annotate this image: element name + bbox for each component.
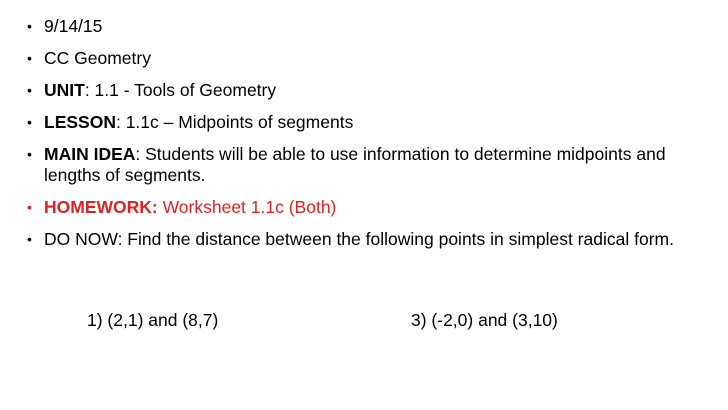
bullet-date xyxy=(27,16,707,37)
bullet-main-idea xyxy=(27,144,707,186)
unit-text: : 1.1 - Tools of Geometry xyxy=(84,80,277,100)
unit-label: UNIT xyxy=(44,80,85,100)
main-idea-text: : Students will be able to use information to determine midpoints and lengths of segments. xyxy=(44,144,666,185)
bullet-do-now xyxy=(27,229,707,250)
main-idea-label: MAIN IDEA xyxy=(44,144,136,164)
bullet-dot-icon: • xyxy=(27,231,32,247)
bullet-dot-icon: • xyxy=(27,82,32,98)
bullet-homework xyxy=(27,197,707,218)
bullet-lesson xyxy=(27,112,707,133)
date-text: 9/14/15 xyxy=(44,16,103,36)
course-text: CC Geometry xyxy=(44,48,151,68)
lesson-text: : 1.1c – Midpoints of segments xyxy=(115,112,354,132)
bullet-dot-icon: • xyxy=(27,50,32,66)
bullet-list xyxy=(27,16,707,261)
bullet-dot-icon: • xyxy=(27,114,32,130)
bullet-dot-icon: • xyxy=(27,146,32,162)
bullet-dot-icon: • xyxy=(27,18,32,34)
bullet-dot-icon: • xyxy=(27,199,32,215)
bullet-course xyxy=(27,48,707,69)
problem-1: 1) (2,1) and (8,7) xyxy=(87,310,219,330)
bullet-unit xyxy=(27,80,707,101)
problem-3: 3) (-2,0) and (3,10) xyxy=(411,310,558,330)
homework-text: Worksheet 1.1c (Both) xyxy=(157,197,337,217)
homework-label: HOMEWORK: xyxy=(44,197,158,217)
do-now-text: DO NOW: Find the distance between the following points in simplest radical form. xyxy=(44,229,674,249)
lesson-label: LESSON xyxy=(44,112,116,132)
